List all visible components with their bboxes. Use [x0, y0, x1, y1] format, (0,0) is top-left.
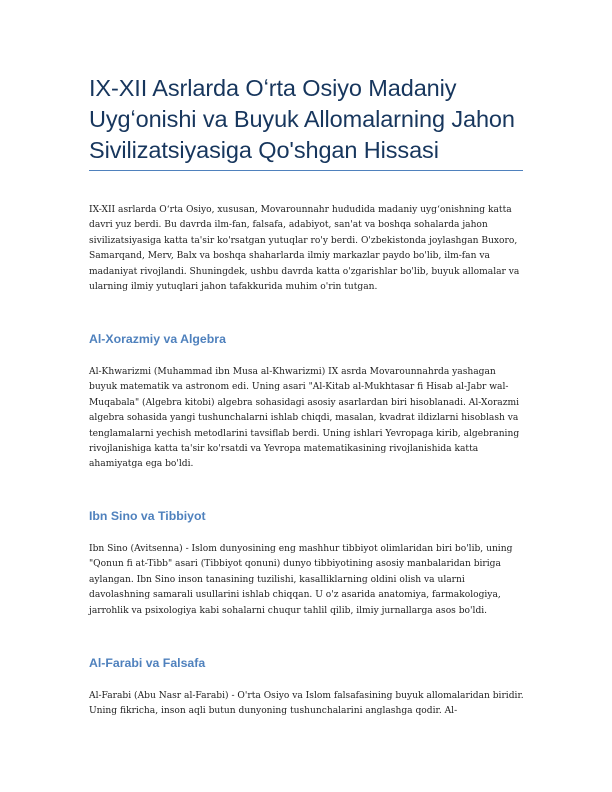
section-heading-al-xorazmiy: Al-Xorazmiy va Algebra: [89, 332, 226, 346]
title-divider: [89, 170, 523, 171]
intro-paragraph: IX-XII asrlarda Oʻrta Osiyo, xususan, Movarounnahr hududida madaniy uygʻonishning katta davri yuz berdi. Bu davrda ilm-fan, falsafa, adabiyot, san'at va boshqa sohalarda jahon sivilizatsiyasiga katta ta'sir ko'rsatgan yutuqlar ro'y berdi. O'zbekistonda joylashgan Buxoro, Samarqand, Merv, Balx va boshqa shaharlarda ilmiy markazlar paydo bo'lib, ilm-fan va madaniyat rivojlandi. Shuningdek, ushbu davrda katta o'zgarishlar bo'lib, buyuk allomalar va ularning ilmiy yutuqlari jahon tafakkurida muhim o'rin tutgan.: [89, 205, 520, 293]
section-paragraph-al-xorazmiy: Al-Khwarizmi (Muhammad ibn Musa al-Khwarizmi) IX asrda Movarounnahrda yashagan buyuk matematik va astronom edi. Uning asari "Al-Kitab al-Mukhtasar fi Hisab al-Jabr wal-Muqabala" (Algebra kitobi) algebra sohasidagi asosiy asarlardan biri hisoblanadi. Al-Xorazmi algebra sohasida yangi tushunchalarni ishlab chiqdi, masalan, kvadrat ildizlarni hisoblash va tenglamalarni yechish metodlarini tavsiflab berdi. Uning ishlari Yevropaga kirib, algebraning rivojlanishiga katta ta'sir ko'rsatdi va Yevropa matematikasining rivojlanishida katta ahamiyatga ega bo'ldi.: [89, 367, 520, 470]
section-paragraph-al-farabi: Al-Farabi (Abu Nasr al-Farabi) - O'rta Osiyo va Islom falsafasining buyuk allomalaridan biridir. Uning fikricha, inson aqli butun dunyoning tushunchalarini anglashga qodir. Al-: [89, 691, 524, 717]
section-paragraph-ibn-sino: Ibn Sino (Avitsenna) - Islom dunyosining eng mashhur tibbiyot olimlaridan biri bo'lib, uning "Qonun fi at-Tibb" asari (Tibbiyot qonuni) dunyo tibbiyotining asosiy manbalaridan biriga aylangan. Ibn Sino inson tanasining tuzilishi, kasalliklarning oldini olish va ularni davolashning samarali usullarini ishlab chiqqan. U o'z asarida anatomiya, farmakologiya, jarrohlik va psixologiya kabi sohalarni chuqur tahlil qilib, ilmiy jurnallarga asos bo'ldi.: [89, 544, 513, 616]
section-heading-ibn-sino: Ibn Sino va Tibbiyot: [89, 509, 206, 523]
section-heading-al-farabi: Al-Farabi va Falsafa: [89, 656, 206, 670]
document-title: IX-XII Asrlarda Oʻrta Osiyo Madaniy Uygʻonishi va Buyuk Allomalarning Jahon Sivilizatsiyasiga Qo'shgan Hissasi: [89, 75, 515, 163]
